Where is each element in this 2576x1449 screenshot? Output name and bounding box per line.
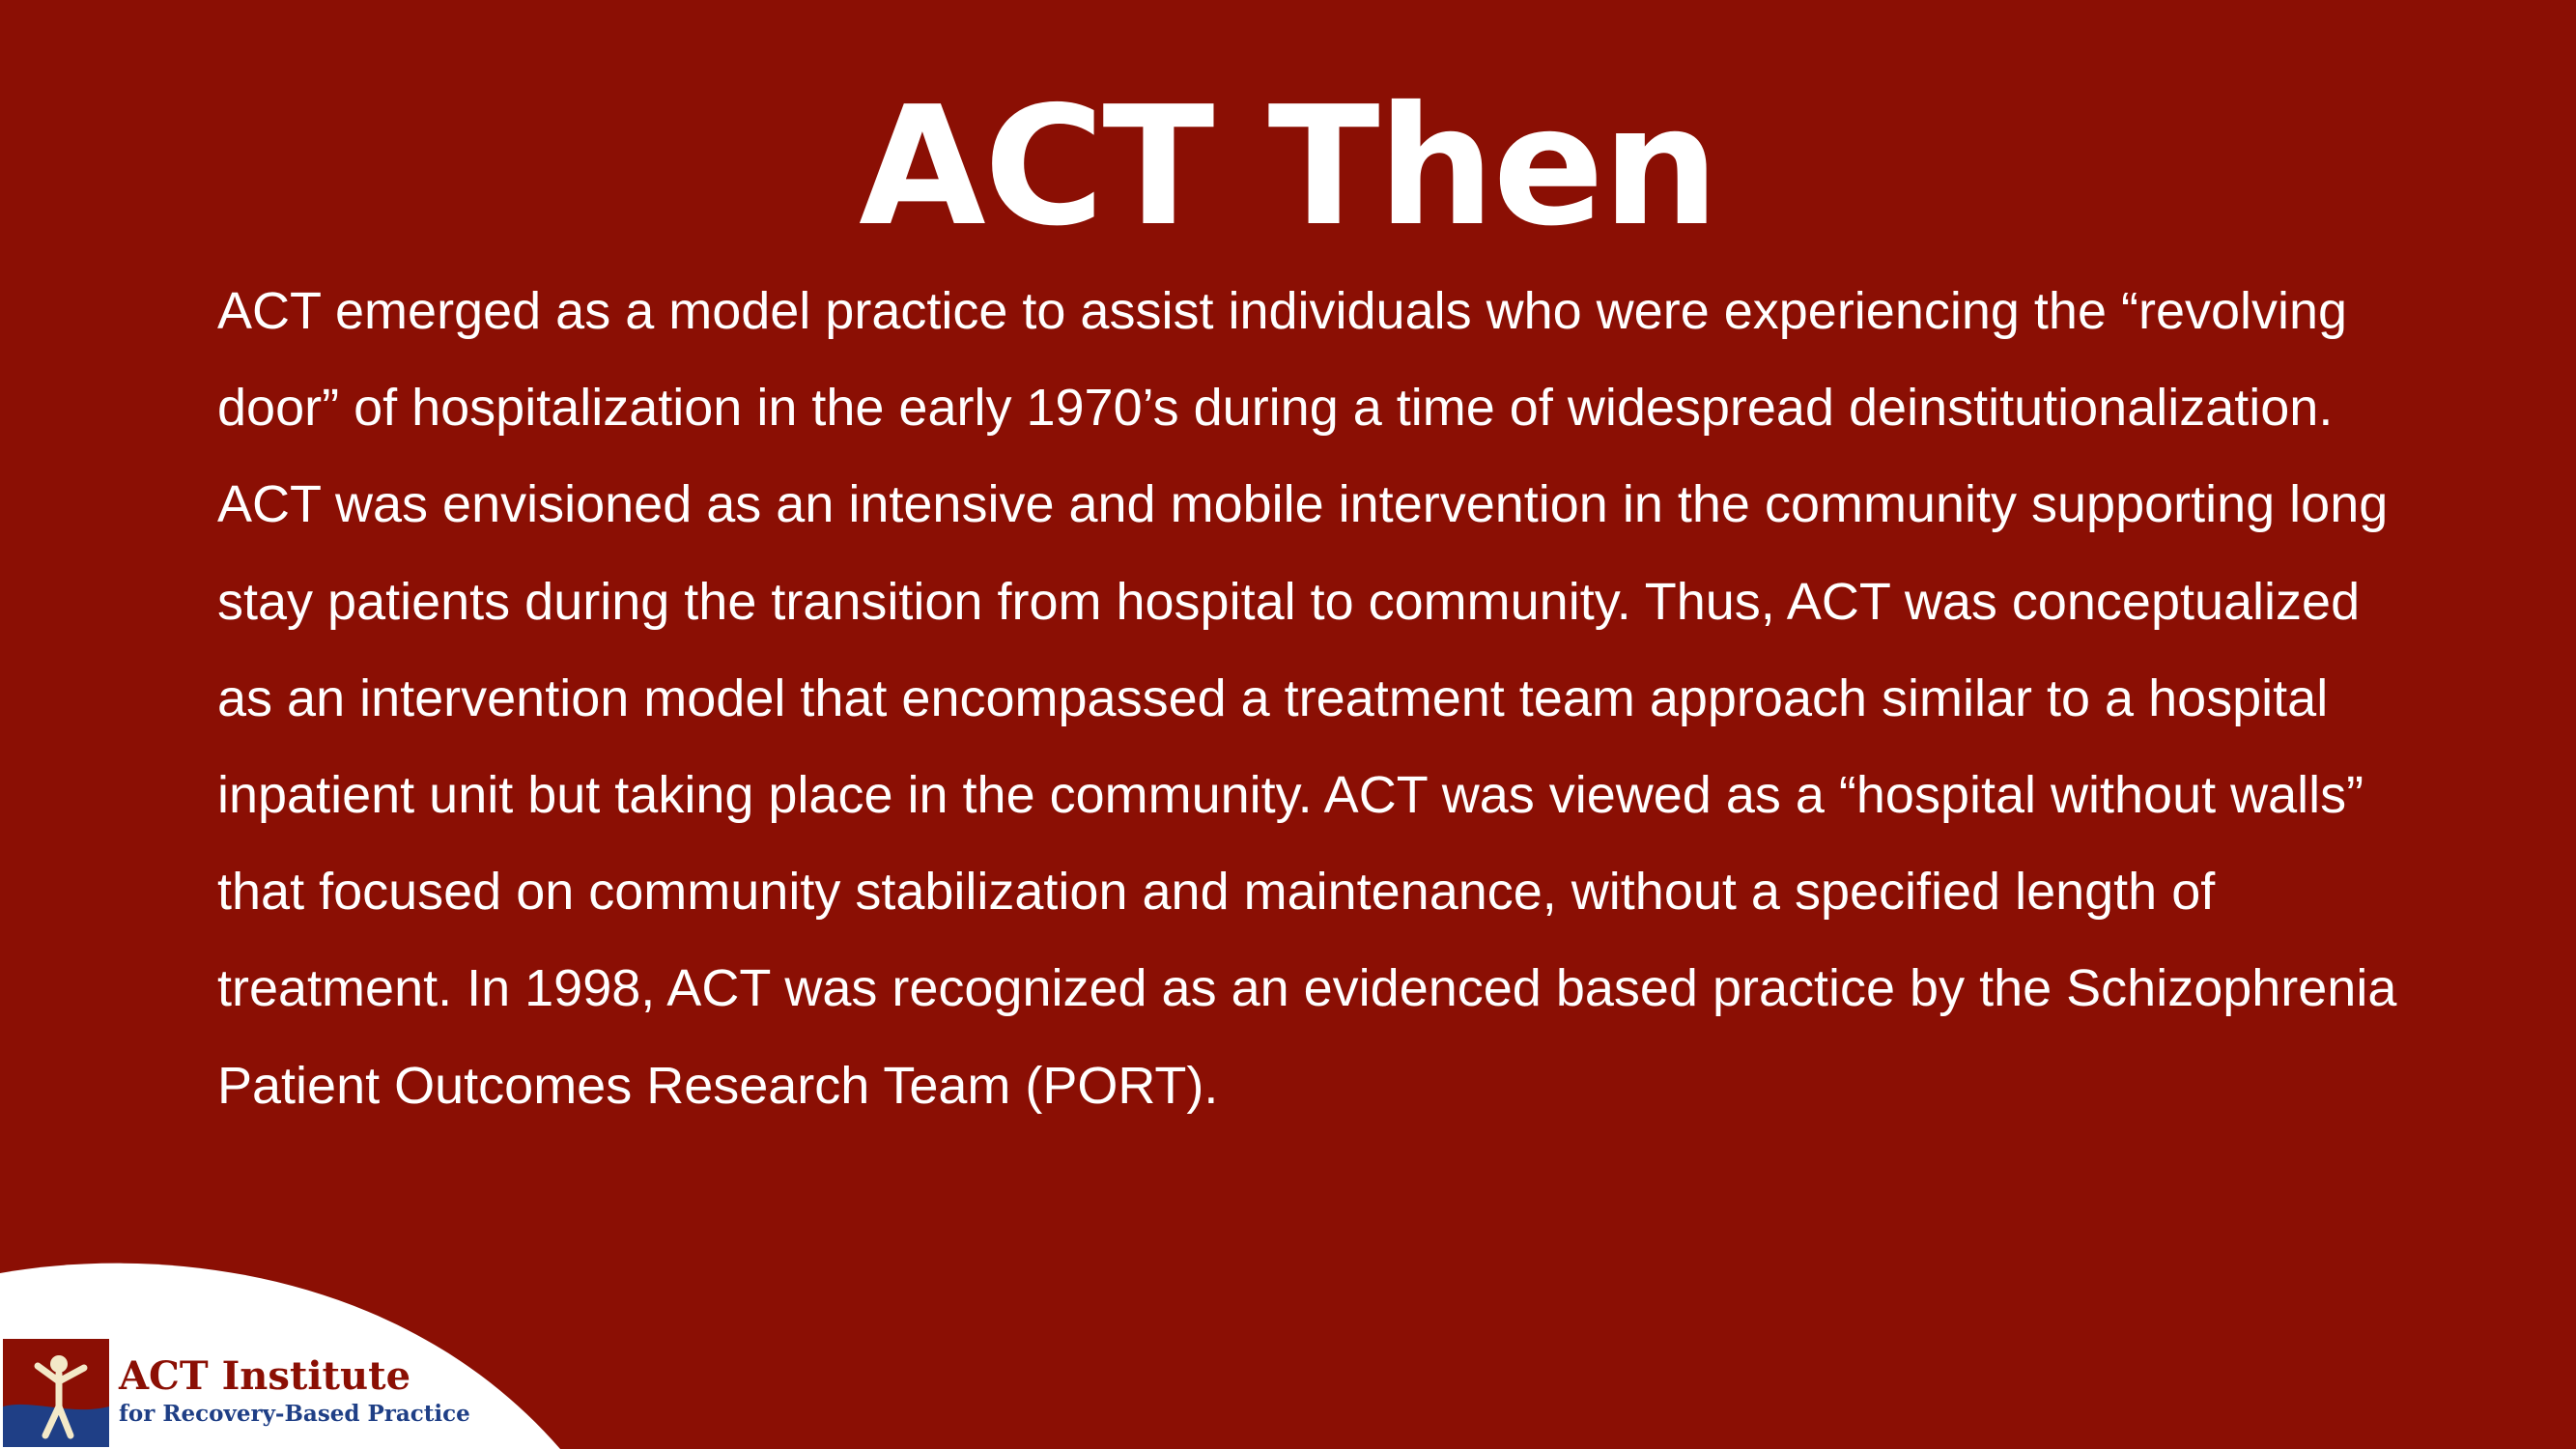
logo-name: ACT Institute xyxy=(119,1353,411,1399)
logo xyxy=(0,1252,618,1449)
slide-title: ACT Then xyxy=(859,71,1717,263)
slide-body-text: ACT emerged as a model practice to assist individuals who were experiencing the “revolving door” of hospitalization in the early 1970’s during a time of widespread deinstitutionalization. ACT was envisioned as an intensive and mobile intervention in the community supporting long stay patients during the transition from hospital to community. Thus, ACT was conceptualized as an intervention model that encompassed a treatment team approach similar to a hospital inpatient unit but taking place in the community. ACT was viewed as a “hospital without walls” that focused on community stabilization and maintenance, without a specified length of treatment. In 1998, ACT was recognized as an evidenced based practice by the Schizophrenia Patient Outcomes Research Team (PORT). xyxy=(217,282,2397,1115)
person-arms-raised-icon xyxy=(3,1339,109,1447)
logo-tagline: for Recovery-Based Practice xyxy=(119,1401,470,1427)
